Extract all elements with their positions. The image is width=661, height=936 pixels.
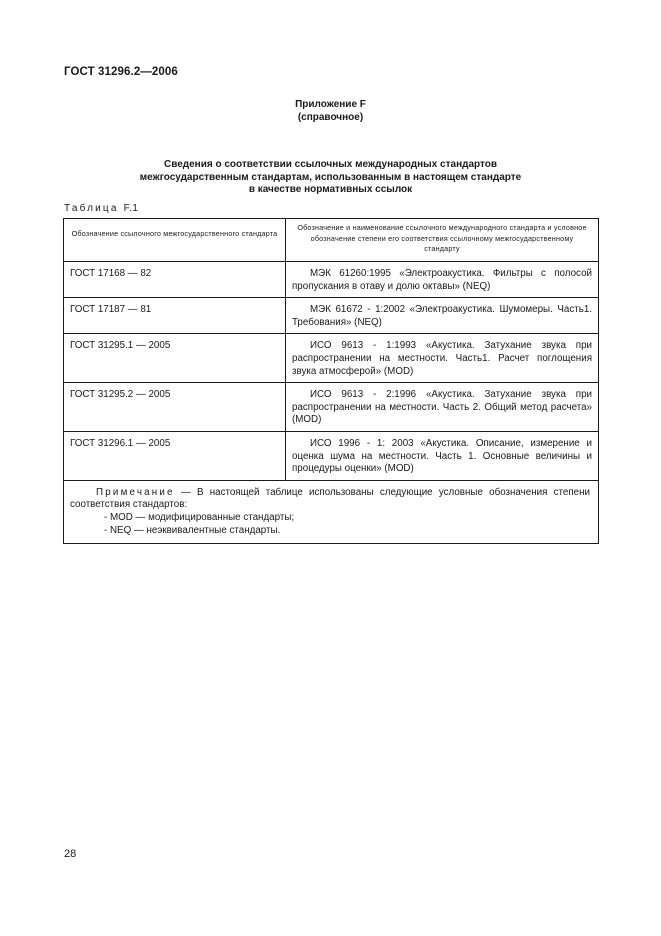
table-row [64, 334, 599, 383]
appendix-title: Приложение F [295, 99, 366, 110]
section-title [0, 159, 661, 197]
table-label-number: F.1 [123, 203, 139, 214]
row-description: ИСО 9613 - 2:1996 «Акустика. Затухание звука при распространении на местности. Часть 2. Общий метод расчета» (MOD) [286, 383, 599, 432]
table-row [64, 298, 599, 334]
row-code: ГОСТ 17168 — 82 [64, 262, 286, 298]
note-body: — В настоящей таблице использованы следующие условные обозначения степени соответствия стандартов: [70, 486, 590, 511]
row-code: ГОСТ 31295.2 — 2005 [64, 383, 286, 432]
header-cell-international: Обозначение и наименование ссылочного международного стандарта и условное обозначение степени его соответствия ссылочному межгосударственному стандарту [286, 219, 599, 262]
page-number: 28 [64, 848, 77, 860]
table-note [64, 480, 599, 543]
note-item: - MOD — модифицированные стандарты; [104, 511, 295, 523]
appendix-heading [0, 98, 661, 124]
row-description: ИСО 1996 - 1: 2003 «Акустика. Описание, измерение и оценка шума на местности. Часть 1. Основные величины и процедуры оценки» (MOD) [286, 431, 599, 480]
note-label: Примечание [96, 486, 175, 498]
table-row [64, 431, 599, 480]
appendix-subtitle: (справочное) [297, 112, 364, 123]
table-label [64, 203, 138, 214]
section-title-line: в качестве нормативных ссылок [248, 184, 413, 195]
row-code: ГОСТ 31295.1 — 2005 [64, 334, 286, 383]
row-code: ГОСТ 31296.1 — 2005 [64, 431, 286, 480]
table-header-row [64, 219, 599, 262]
note-item: - NEQ — неэквивалентные стандарты. [104, 524, 281, 536]
section-title-line: Сведения о соответствии ссылочных международных стандартов [163, 159, 498, 170]
table-note-row [64, 480, 599, 543]
row-description: МЭК 61260:1995 «Электроакустика. Фильтры с полосой пропускания в отаву и долю октавы» (NEQ) [286, 262, 599, 298]
row-code: ГОСТ 17187 — 81 [64, 298, 286, 334]
row-description: ИСО 9613 - 1:1993 «Акустика. Затухание звука при распространении на местности. Часть1. Расчет поглощения звука атмосферой» (MOD) [286, 334, 599, 383]
document-id-header: ГОСТ 31296.2—2006 [64, 66, 178, 78]
header-cell-interstate: Обозначение ссылочного межгосударственного стандарта [64, 219, 286, 262]
table-row [64, 383, 599, 432]
standards-table [63, 218, 599, 544]
row-description: МЭК 61672 - 1:2002 «Электроакустика. Шумомеры. Часть1. Требования» (NEQ) [286, 298, 599, 334]
note-text [70, 487, 590, 512]
table-label-word: Таблица [64, 203, 119, 214]
section-title-line: межгосударственным стандартам, использованным в настоящем стандарте [139, 171, 522, 183]
table-row [64, 262, 599, 298]
